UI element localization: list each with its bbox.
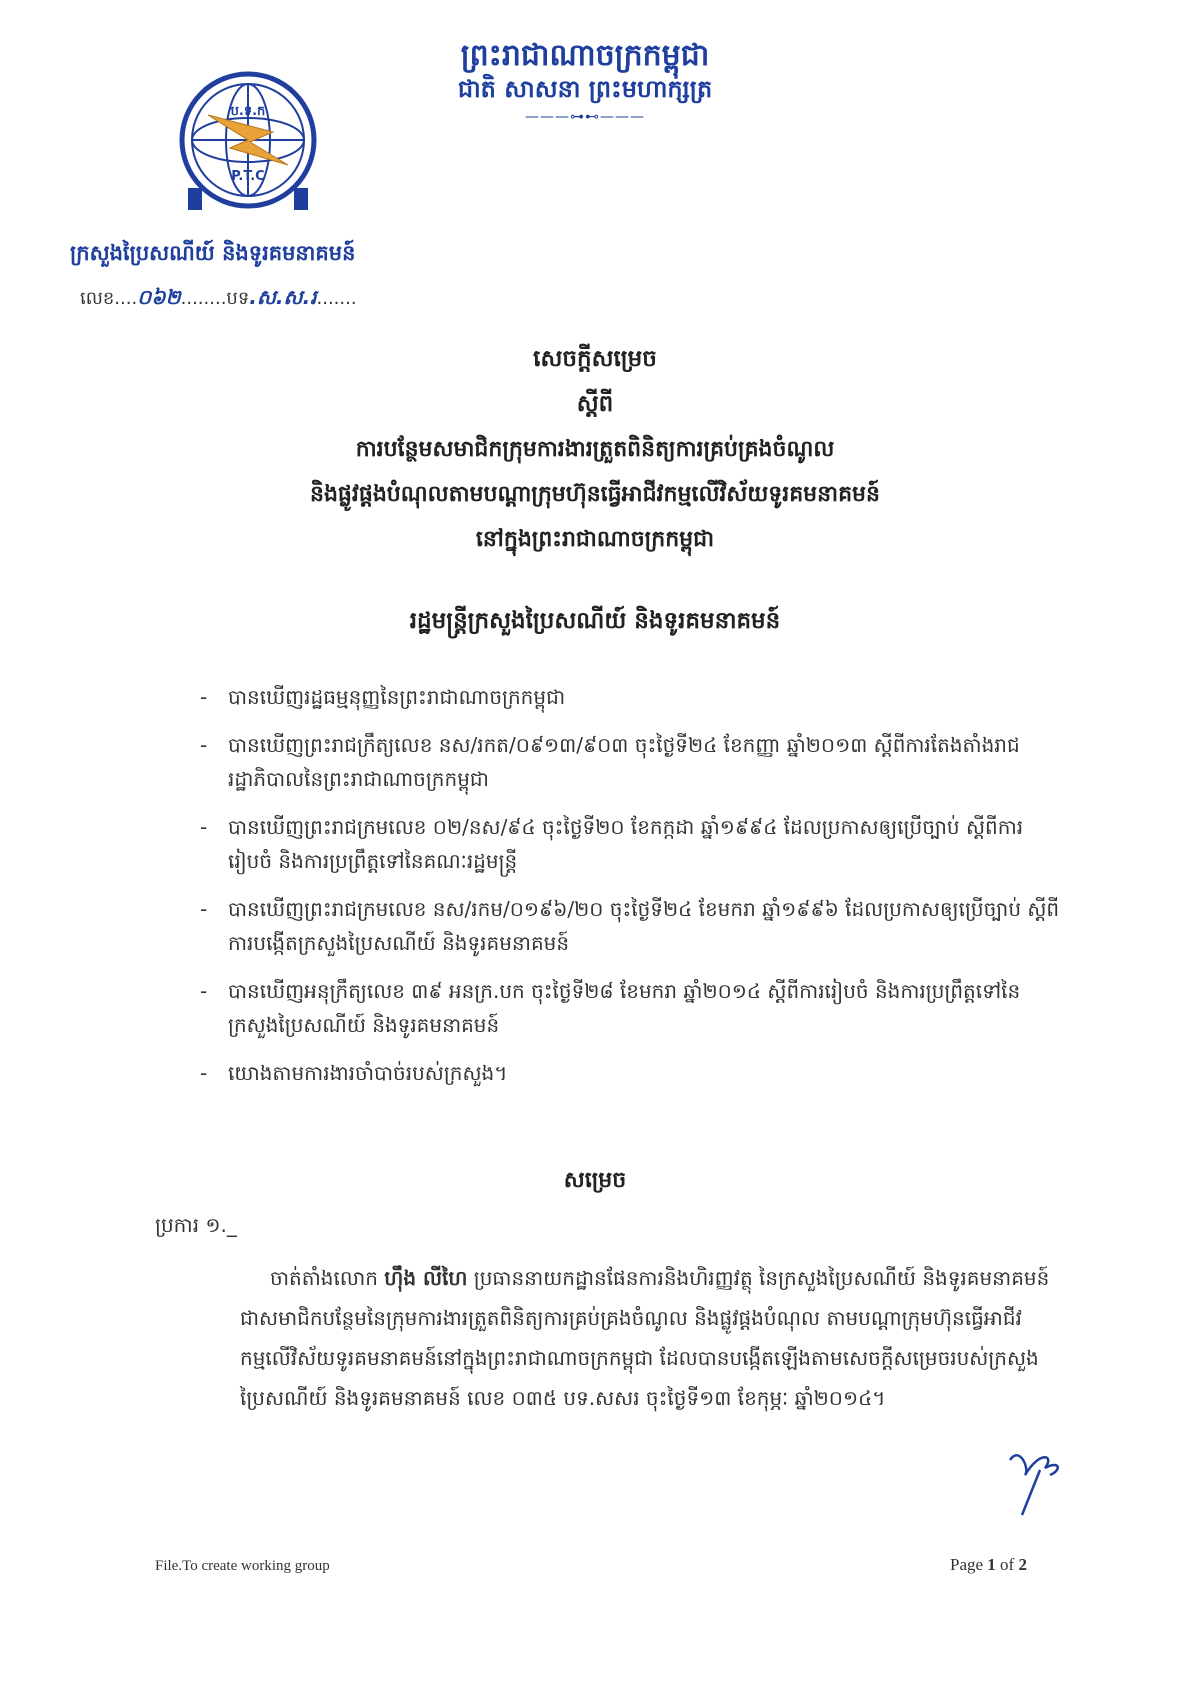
- ornament-divider: ———⊶⊷———: [525, 109, 645, 126]
- document-title: សេចក្តីសម្រេច: [533, 346, 657, 372]
- recital-item: - បានឃើញរដ្ឋធម្មនុញ្ញនៃព្រះរាជាណាចក្រកម្ពុជា: [200, 685, 566, 709]
- reference-number: លេខ....០៦២........បទ.ស.ស.រ.......: [80, 285, 357, 309]
- national-motto: ជាតិ សាសនា ព្រះមហាក្សត្រ: [457, 75, 713, 103]
- initials-signature: [1000, 1440, 1070, 1520]
- article-lead: ចាត់តាំងលោក: [270, 1266, 378, 1290]
- kingdom-title: ព្រះរាជាណាចក្រកម្ពុជា: [460, 38, 710, 73]
- title-line-3: នៅក្នុងព្រះរាជាណាចក្រកម្ពុជា: [475, 527, 715, 552]
- article-text: ប្រធាននាយកដ្ឋានផែនការនិងហិរញ្ញវត្ថុ នៃក្រសួងប្រៃសណីយ៍ និងទូរគមនាគមន៍ ជាសមាជិកបន្ថែមនៃក្រុមការងារត្រួតពិនិត្យការគ្រប់គ្រងចំណូល និងផ្លូវផ្តងបំណុល តាមបណ្តាក្រុមហ៊ុនធ្វើអាជីវកម្មលើវិស័យទូរគមនាគមន៍នៅក្នុងព្រះរាជាណាចក្រកម្ពុជា ដែលបានបង្កើតឡើងតាមសេចក្តីសម្រេចរបស់ក្រសួងប្រៃសណីយ៍ និងទូរគមនាគមន៍ លេខ ០៣៥ បទ.សសរ ចុះថ្ងៃទី១៣ ខែកុម្ភៈ ឆ្នាំ២០១៤។: [240, 1266, 1050, 1410]
- article-label: ប្រការ ១._: [155, 1213, 237, 1237]
- title-regarding: ស្តីពី: [576, 391, 614, 417]
- footer-file-label: File.To create working group: [155, 1558, 330, 1574]
- decides-heading: សម្រេច: [563, 1168, 627, 1193]
- ministry-name: ក្រសួងប្រៃសណីយ៍ និងទូរគមនាគមន៍: [70, 241, 356, 265]
- ref-number: ០៦២: [137, 285, 181, 309]
- recital-item: - បានឃើញព្រះរាជក្រមលេខ នស/រកម/០១៩៦/២០ ចុះថ្ងៃទី២៤ ខែមករា ឆ្នាំ១៩៩៦ ដែលប្រកាសឲ្យប្រើច្បាប់ ស្តីពីការបង្កើតក្រសួងប្រៃសណីយ៍ និងទូរគមនាគមន៍: [200, 897, 1060, 955]
- recital-item: - បានឃើញព្រះរាជក្រមលេខ ០២/នស/៩៤ ចុះថ្ងៃទី២០ ខែកក្កដា ឆ្នាំ១៩៩៤ ដែលប្រកាសឲ្យប្រើច្បាប់ ស្តីពីការរៀបចំ និងការប្រព្រឹត្តទៅនៃគណៈរដ្ឋមន្ត្រី: [200, 815, 1024, 873]
- ref-code-label: បទ: [226, 288, 250, 309]
- minister-heading: រដ្ឋមន្ត្រីក្រសួងប្រៃសណីយ៍ និងទូរគមនាគមន៍: [409, 608, 781, 634]
- recital-item: - បានឃើញព្រះរាជក្រឹត្យលេខ នស/រកត/០៩១៣/៩០៣ ចុះថ្ងៃទី២៤ ខែកញ្ញា ឆ្នាំ២០១៣ ស្តីពីការតែងតាំងរាជរដ្ឋាភិបាលនៃព្រះរាជាណាចក្រកម្ពុជា: [200, 733, 1020, 791]
- title-line-2: និងផ្លូវផ្តងបំណុលតាមបណ្តាក្រុមហ៊ុនធ្វើអាជីវកម្មលើវិស័យទូរគមនាគមន៍: [310, 482, 880, 507]
- recitals-list: [200, 680, 1060, 1104]
- logo-text-bottom: P.T.C: [231, 169, 265, 184]
- ref-code: .ស.ស.រ: [249, 285, 317, 309]
- recital-item: - យោងតាមការងារចាំបាច់របស់ក្រសួង។: [200, 1061, 508, 1085]
- ref-label: លេខ: [80, 288, 115, 309]
- appointee-name: ហ៊ឹង លីហៃ: [384, 1266, 468, 1290]
- ministry-logo: [178, 70, 318, 220]
- logo-text-top: ប.ទ.ក: [230, 104, 266, 119]
- recital-item: - បានឃើញអនុក្រឹត្យលេខ ៣៩ អនក្រ.បក ចុះថ្ងៃទី២៨ ខែមករា ឆ្នាំ២០១៤ ស្តីពីការរៀបចំ និងការប្រព្រឹត្តទៅនៃក្រសួងប្រៃសណីយ៍ និងទូរគមនាគមន៍: [200, 979, 1021, 1037]
- title-line-1: ការបន្ថែមសមាជិកក្រុមការងារត្រួតពិនិត្យការគ្រប់គ្រងចំណូល: [355, 437, 835, 462]
- page-indicator: Page 1 of 2: [950, 1555, 1027, 1574]
- kingdom-header: [385, 38, 785, 125]
- article-body: [240, 1258, 1060, 1418]
